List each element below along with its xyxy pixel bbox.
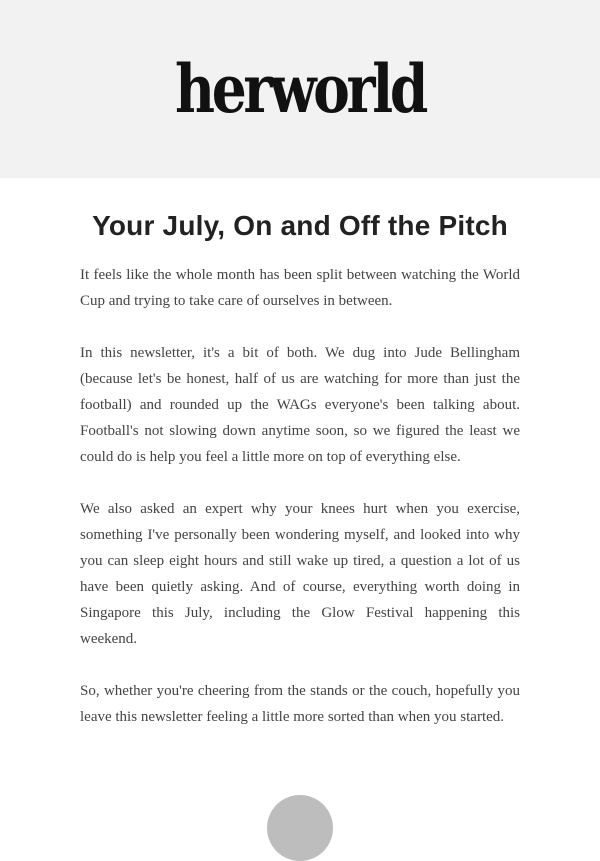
article-title: Your July, On and Off the Pitch (92, 210, 508, 241)
logo-text: herworld (175, 50, 428, 128)
author-avatar (267, 795, 333, 861)
body-paragraph: It feels like the whole month has been split between watching the World Cup and trying to take care of ourselves in between. (80, 267, 520, 309)
newsletter-header (0, 0, 600, 178)
article-body (80, 262, 520, 756)
body-paragraph: So, whether you're cheering from the stands or the couch, hopefully you leave this newsletter feeling a little more sorted than when you started. (80, 683, 520, 725)
herworld-logo[interactable] (0, 50, 600, 128)
body-paragraph: We also asked an expert why your knees hurt when you exercise, something I've personally been wondering myself, and looked into why you can sleep eight hours and still wake up tired, a question a lot of us have been quietly asking. And of course, everything worth doing in Singapore this July, including the Glow Festival happening this weekend. (80, 501, 520, 647)
body-paragraph: In this newsletter, it's a bit of both. We dug into Jude Bellingham (because let's be honest, half of us are watching for more than just the football) and rounded up the WAGs everyone's been talking about. Football's not slowing down anytime soon, so we figured the least we could do is help you feel a little more on top of everything else. (80, 345, 520, 465)
logo-wordmark (170, 50, 430, 128)
